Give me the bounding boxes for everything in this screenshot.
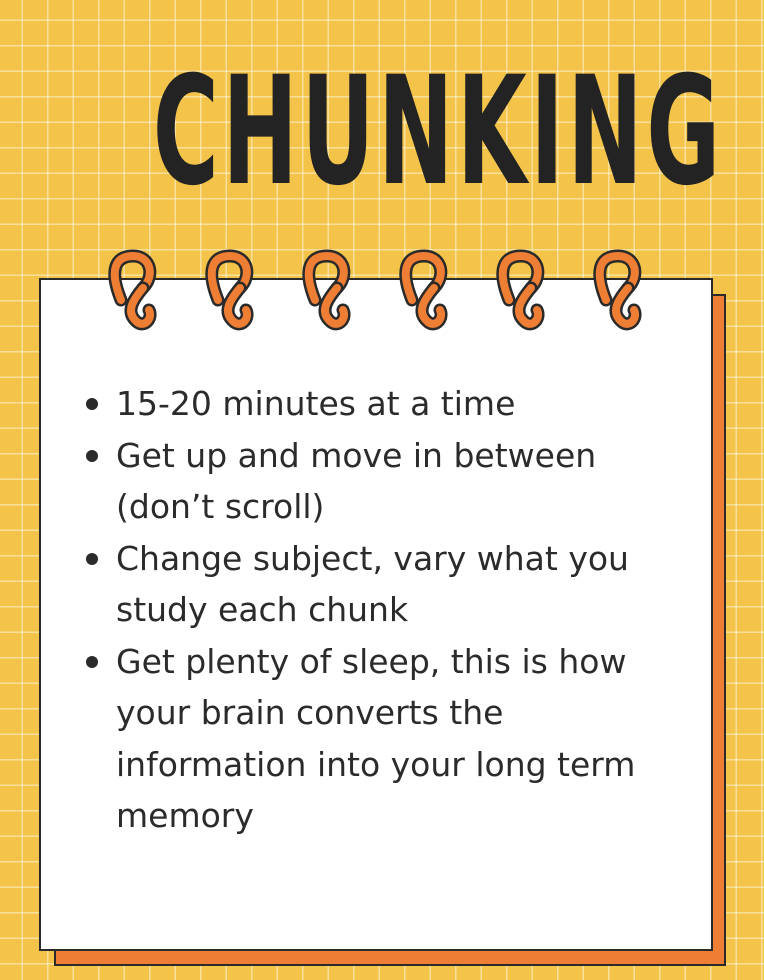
tips-list [76,378,696,842]
list-item-text: 15-20 minutes at a time [116,384,516,423]
list-item-text: Change subject, vary what you study each chunk [116,538,629,629]
bullet-dot-icon [86,450,98,462]
list-item-text: Get up and move in between (don’t scroll) [116,435,597,526]
page-title: CHUNKING [152,45,724,219]
bullet-dot-icon [86,553,98,565]
bullet-dot-icon [86,398,98,410]
list-item [76,636,696,842]
list-item-text: Get plenty of sleep, this is how your brain converts the information into your long term memory [116,641,636,835]
bullet-dot-icon [86,656,98,668]
list-item [76,430,696,533]
list-item [76,378,696,430]
list-item [76,533,696,636]
